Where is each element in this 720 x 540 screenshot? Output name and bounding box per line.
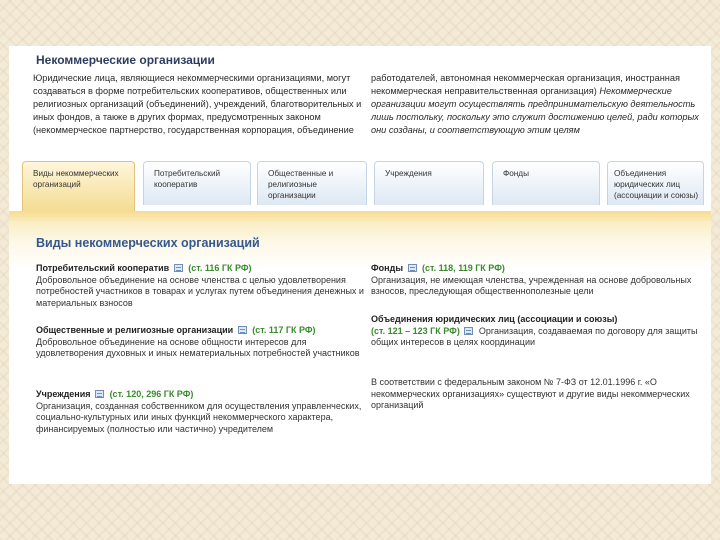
social-text: Добровольное объединение на основе общности интересов для удовлетворения духовных и иных нематериальных потребностей участников xyxy=(36,336,360,359)
social-law-ref[interactable]: (ст. 117 ГК РФ) xyxy=(252,325,316,335)
section-title: Виды некоммерческих организаций xyxy=(36,236,260,250)
intro-right-italic-text: Некоммерческие организации могут осуществлять предпринимательскую деятельность лишь постольку, поскольку это служит достижению целей, ради которых они созданы, и соответствующую этим целям xyxy=(371,86,699,135)
tab-unions[interactable]: Объединения юридических лиц (ассоциации и союзы) xyxy=(607,161,704,205)
unions-law-ref[interactable]: (ст. 121 – 123 ГК РФ) xyxy=(371,325,460,336)
coop-law-ref[interactable]: (ст. 116 ГК РФ) xyxy=(188,263,252,273)
coop-text: Добровольное объединение на основе членства с целью удовлетворения потребностей участников в товарах и услугах путем объединения денежных и материальных взносов xyxy=(36,274,364,308)
unions-title: Объединения юридических лиц (ассоциации и союзы) xyxy=(371,314,618,324)
coop-block xyxy=(36,263,366,309)
document-icon[interactable] xyxy=(174,264,183,272)
unions-text: Организация, создаваемая по договору для защиты общих интересов в целях координации xyxy=(371,325,698,348)
coop-title: Потребительский кооператив xyxy=(36,263,170,273)
institutions-law-ref[interactable]: (ст. 120, 296 ГК РФ) xyxy=(109,389,194,399)
top-panel xyxy=(9,46,711,216)
document-icon[interactable] xyxy=(408,264,417,272)
note-block xyxy=(371,377,701,412)
tab-bar xyxy=(22,161,704,211)
funds-text: Организация, не имеющая членства, учрежденная на основе добровольных взносов, преследующая общественнополезные цели xyxy=(371,274,692,297)
intro-right-text: работодателей, автономная некоммерческая организация, иностранная некоммерческая неправительственная организация) xyxy=(371,73,680,96)
page-title: Некоммерческие организации xyxy=(36,53,215,67)
slide xyxy=(9,46,711,484)
tab-coop[interactable]: Потребительский кооператив xyxy=(143,161,251,205)
tab-social[interactable]: Общественные и религиозные организации xyxy=(257,161,367,205)
document-icon[interactable] xyxy=(464,327,473,335)
institutions-title: Учреждения xyxy=(36,389,91,399)
institutions-text: Организация, созданная собственником для осуществления управленческих, социально-культурных или иных функций некоммерческого характера, финансируемых (полностью или частично) учредителем xyxy=(36,400,362,434)
funds-block xyxy=(371,263,701,298)
intro-left-text: Юридические лица, являющиеся некоммерческими организациями, могут создаваться в форме потребительских кооперативов, общественных или религиозных организаций (объединений), учреждений, благотворительных и иных фондов, а также в других формах, предусмотренных законом (некоммерческое партнерство, государственная корпорация, объединение xyxy=(33,73,362,135)
tab-kinds[interactable]: Виды некоммерческих организаций xyxy=(22,161,135,211)
social-title: Общественные и религиозные организации xyxy=(36,325,234,335)
funds-title: Фонды xyxy=(371,263,404,273)
tab-institutions[interactable]: Учреждения xyxy=(374,161,484,205)
document-icon[interactable] xyxy=(238,326,247,334)
social-block xyxy=(36,325,366,360)
tab-funds[interactable]: Фонды xyxy=(492,161,600,205)
note-text: В соответствии с федеральным законом № 7-ФЗ от 12.01.1996 г. «О некоммерческих организациях» существуют и другие виды некоммерческих организаций xyxy=(371,377,690,411)
document-icon[interactable] xyxy=(95,390,104,398)
institutions-block xyxy=(36,389,366,435)
funds-law-ref[interactable]: (ст. 118, 119 ГК РФ) xyxy=(422,263,505,273)
unions-block xyxy=(371,314,701,349)
intro-right xyxy=(371,72,701,137)
